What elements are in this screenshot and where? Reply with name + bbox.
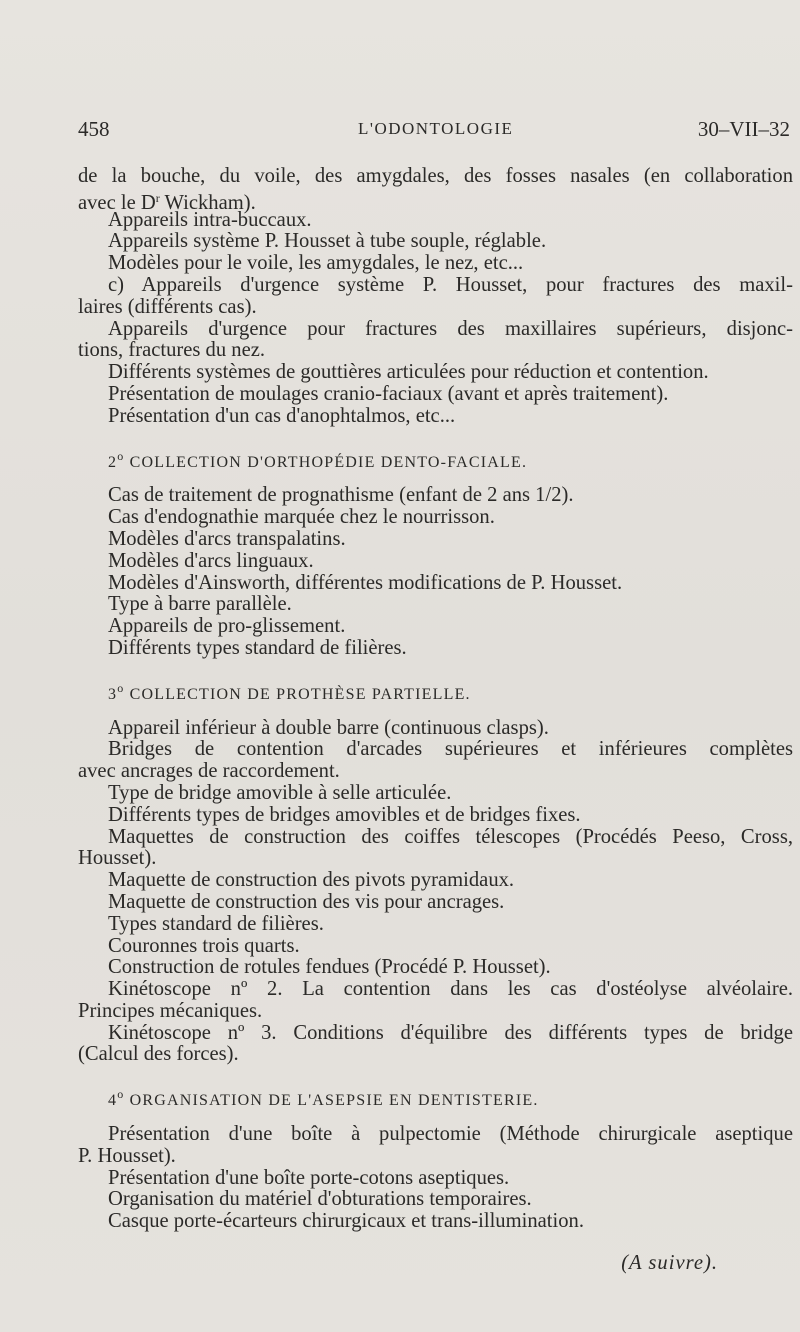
text-line: Appareil inférieur à double barre (continuous clasps).: [108, 716, 549, 739]
text-line: Appareils d'urgence pour fractures des maxillaires supérieurs, disjonc-: [108, 317, 793, 340]
text-line: Casque porte-écarteurs chirurgicaux et trans-illumination.: [108, 1210, 584, 1233]
text-line: Présentation d'une boîte à pulpectomie (Méthode chirurgicale aseptique: [108, 1123, 793, 1146]
to-be-continued: (A suivre).: [621, 1252, 718, 1275]
text-line: Modèles pour le voile, les amygdales, le nez, etc...: [108, 252, 524, 275]
text-line: Kinétoscope nº 3. Conditions d'équilibre des différents types de bridge: [108, 1021, 793, 1044]
text-line: Maquettes de construction des coiffes télescopes (Procédés Peeso, Cross,: [108, 825, 793, 848]
paragraph-group-4: [78, 1124, 793, 1233]
issue-date: 30–VII–32: [697, 117, 790, 141]
text-line: Housset).: [78, 847, 157, 870]
section-number: 2: [108, 453, 118, 471]
text-line: [78, 188, 793, 214]
text-line: c) Appareils d'urgence système P. Housset, pour fractures des maxil-: [108, 273, 793, 296]
text-line: Présentation de moulages cranio-faciaux (avant et après traitement).: [108, 382, 669, 405]
ordinal-mark: o: [117, 1087, 125, 1102]
running-header: [78, 117, 790, 147]
text-line: laires (différents cas).: [78, 295, 257, 318]
paragraph-group-1: [78, 210, 793, 428]
text-line: Cas d'endognathie marquée chez le nourrisson.: [108, 506, 495, 529]
text-line: Construction de rotules fendues (Procédé P. Housset).: [108, 956, 551, 979]
journal-title: L'ODONTOLOGIE: [358, 119, 514, 138]
text-line: Type de bridge amovible à selle articulée.: [108, 781, 452, 804]
text-line: Maquette de construction des pivots pyramidaux.: [108, 869, 515, 892]
text-line: de la bouche, du voile, des amygdales, des fosses nasales (en collaboration: [78, 165, 793, 187]
text-line: P. Housset).: [78, 1144, 176, 1167]
text-line: (Calcul des forces).: [78, 1043, 239, 1066]
section-number: 3: [108, 685, 118, 703]
text-line: Maquette de construction des vis pour ancrages.: [108, 890, 505, 913]
ordinal-mark: o: [117, 448, 125, 463]
section-heading-4: [78, 1084, 793, 1110]
text-line: Couronnes trois quarts.: [108, 934, 300, 957]
text-line: Appareils de pro-glissement.: [108, 615, 346, 638]
text-line: Cas de traitement de prognathisme (enfant de 2 ans 1/2).: [108, 484, 574, 507]
section-title-text: ORGANISATION DE L'ASEPSIE EN DENTISTERIE.: [124, 1092, 539, 1110]
text-line: Présentation d'un cas d'anophtalmos, etc...: [108, 404, 456, 427]
text-line: Principes mécaniques.: [78, 999, 263, 1022]
text-line: Appareils intra-buccaux.: [108, 208, 312, 231]
text-line: Types standard de filières.: [108, 912, 324, 935]
text-line: Bridges de contention d'arcades supérieures et inférieures complètes: [108, 738, 793, 761]
page-number: 458: [78, 117, 110, 141]
text-fragment: avec le D: [78, 191, 156, 214]
text-line: Différents systèmes de gouttières articulées pour réduction et contention.: [108, 361, 709, 384]
paragraph-group-2: [78, 485, 793, 659]
text-line: Modèles d'arcs linguaux.: [108, 549, 314, 572]
text-line: avec ancrages de raccordement.: [78, 760, 340, 783]
text-line: Différents types standard de filières.: [108, 636, 407, 659]
text-line: Type à barre parallèle.: [108, 593, 292, 616]
body-text: [78, 166, 793, 1275]
section-heading-3: [78, 678, 793, 703]
text-line: Organisation du matériel d'obturations temporaires.: [108, 1188, 532, 1211]
paragraph-group-3: [78, 718, 793, 1067]
text-line: Kinétoscope nº 2. La contention dans les cas d'ostéolyse alvéolaire.: [108, 978, 793, 1001]
section-title-text: COLLECTION D'ORTHOPÉDIE DENTO-FACIALE.: [124, 453, 528, 471]
ordinal-mark: o: [117, 680, 125, 695]
section-number: 4: [108, 1092, 118, 1110]
section-heading-2: [78, 446, 793, 471]
text-line: Présentation d'une boîte porte-cotons aseptiques.: [108, 1166, 510, 1189]
text-line: Modèles d'Ainsworth, différentes modifications de P. Housset.: [108, 571, 623, 594]
section-title-text: COLLECTION DE PROTHÈSE PARTIELLE.: [124, 685, 471, 703]
text-fragment: Wickham).: [159, 191, 256, 214]
text-line: Modèles d'arcs transpalatins.: [108, 527, 346, 550]
superscript: r: [155, 190, 160, 205]
text-line: Différents types de bridges amovibles et de bridges fixes.: [108, 803, 581, 826]
text-line: tions, fractures du nez.: [78, 339, 265, 362]
text-line: Appareils système P. Housset à tube souple, réglable.: [108, 230, 547, 253]
